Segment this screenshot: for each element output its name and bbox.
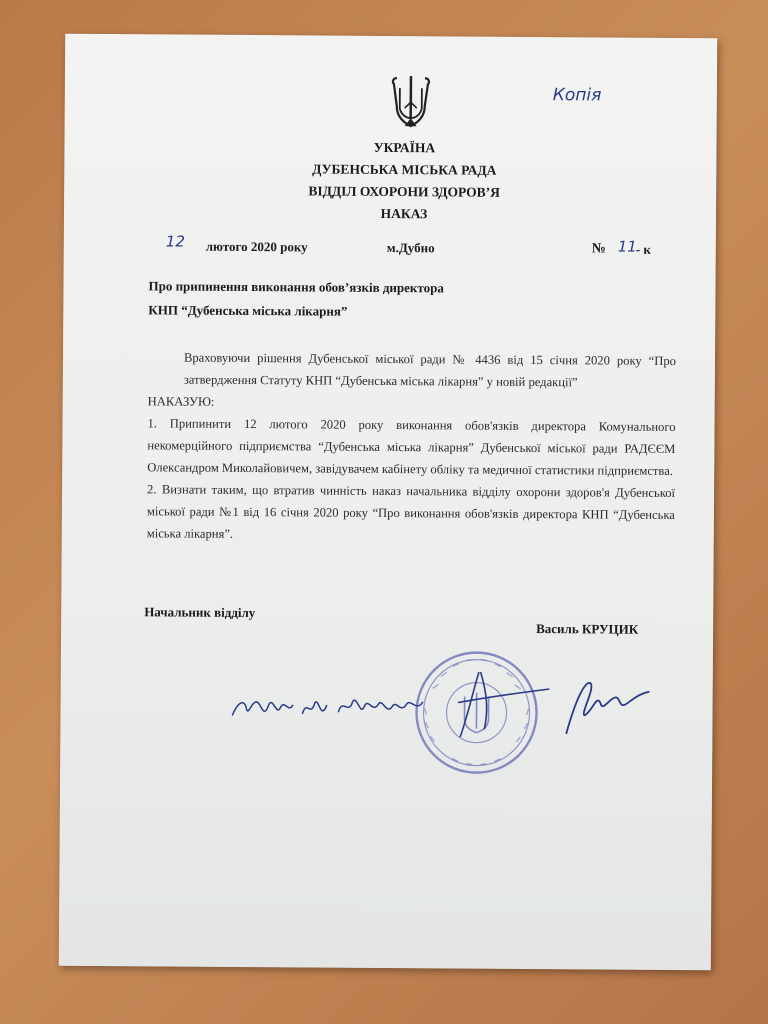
trident-icon [391,74,431,132]
header-doc-type: НАКАЗ [380,205,428,222]
header-council: ДУБЕНСЬКА МІСЬКА РАДА [312,161,497,178]
signatory-title: Начальник відділу [144,604,256,621]
order-item-2: 2. Визнати таким, що втратив чинність наказ начальника відділу охорони здоров'я Дубенської міської ради №1 від 16 січня 2020 року “Про виконання обов'язків директора КНП “Дубенська міська лікарня”. [146,482,676,541]
order-number-suffix: - к [635,241,651,257]
document-sheet [59,34,717,971]
handwritten-signature-icon [448,662,659,743]
order-item-1: 1. Припинити 12 лютого 2020 року виконання обов'язків директора Комунального некомерційного підприємства “Дубенська міська лікарня” Дубенської міської ради РАДЄЄМ Олександром Миколайовичем, завідувачем кабінету обліку та медичної статистики підприємства. [147,416,676,478]
handwritten-copy-certification [230,687,460,729]
city: м.Дубно [386,239,435,256]
order-body [147,346,676,548]
preamble: Враховуючи рішення Дубенської міської ради № 4436 від 15 січня 2020 року “Про затвердження Статуту КНП “Дубенська міська лікарня” у новій редакції” [183,350,677,390]
subject-line-1: Про припинення виконання обов’язків директора [148,278,444,296]
order-word: НАКАЗУЮ: [147,394,215,409]
subject-line-2: КНП “Дубенська міська лікарня” [148,302,348,319]
header-country: УКРАЇНА [373,139,436,156]
handwritten-copy-note: Копія [552,85,602,106]
signatory-name: Василь КРУЦИК [536,621,639,637]
date-text: лютого 2020 року [205,238,308,255]
header-department: ВІДДІЛ ОХОРОНИ ЗДОРОВ’Я [308,183,501,200]
date-day-handwritten: 12 [165,232,185,251]
order-number-label: № [591,241,606,257]
order-number-handwritten: 11 [617,237,637,256]
